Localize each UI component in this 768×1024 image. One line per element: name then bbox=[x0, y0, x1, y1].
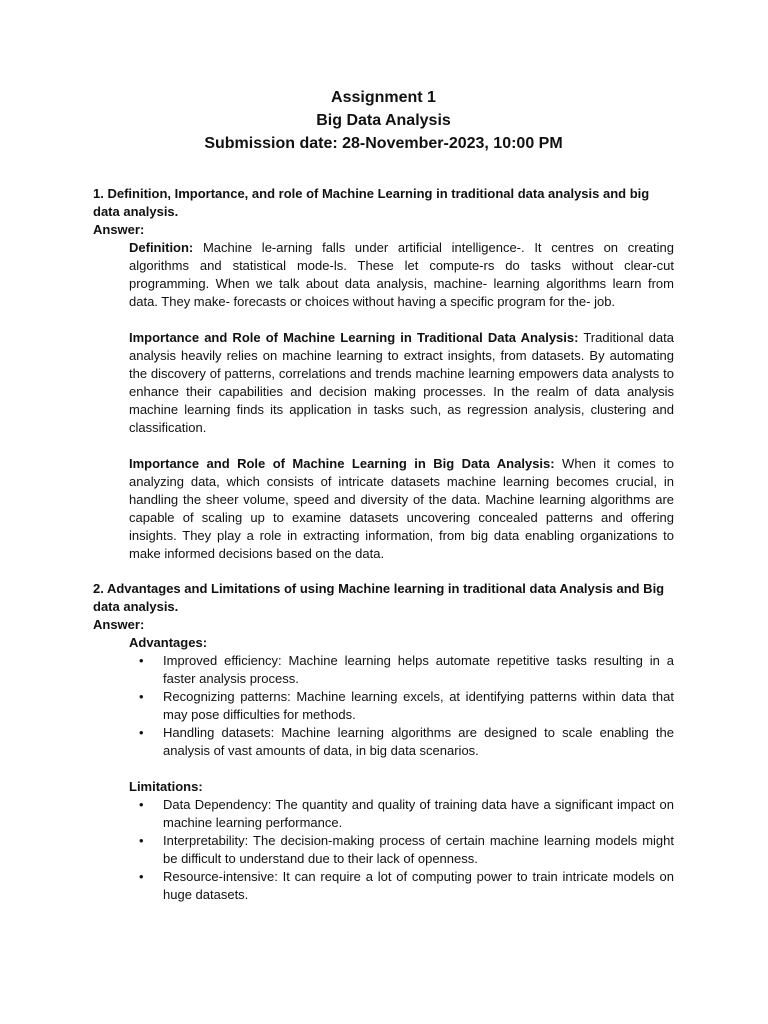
list-item: • Resource-intensive: It can require a lot of computing power to train intricate models on huge datasets. bbox=[139, 869, 674, 902]
bullet-icon: • bbox=[139, 689, 144, 704]
list-item: • Interpretability: The decision-making process of certain machine learning models might be difficult to understand due to their lack of openness. bbox=[139, 833, 674, 866]
assignment-title: Assignment 1 bbox=[331, 89, 436, 106]
question-2: 2. Advantages and Limitations of using Machine learning in traditional data Analysis and Big data analysis. bbox=[93, 581, 665, 614]
definition-paragraph bbox=[129, 239, 674, 311]
list-item: • Recognizing patterns: Machine learning excels, at identifying patterns within data that may pose difficulties for methods. bbox=[139, 689, 674, 722]
advantages-heading: Advantages: bbox=[129, 635, 208, 650]
traditional-role-paragraph bbox=[129, 329, 674, 437]
traditional-role-text: Traditional data analysis heavily relies on machine learning to extract insights, from datasets. By automating the discovery of patterns, correlations and trends machine learning empowers data analysts to enhance their capabilities and decision making processes. In the realm of data analysis machine learning finds its application in tasks such, as regression analysis, clustering and classification. bbox=[129, 330, 674, 435]
list-item: • Data Dependency: The quantity and quality of training data have a significant impact on machine learning performance. bbox=[139, 797, 674, 830]
answer-2-label: Answer: bbox=[93, 617, 145, 632]
bigdata-role-text: When it comes to analyzing data, which consists of intricate datasets machine learning becomes crucial, in handling the sheer volume, speed and diversity of the data. Machine learning algorithms are capable of scaling up to examine datasets uncovering concealed patterns and offering insights. They play a role in extracting information, from big data enabling organizations to make informed decisions based on the data. bbox=[129, 456, 674, 561]
limitations-list bbox=[129, 796, 674, 904]
answer-1-body bbox=[129, 239, 674, 563]
list-item: • Handling datasets: Machine learning algorithms are designed to scale enabling the analysis of vast amounts of data, in big data scenarios. bbox=[139, 725, 674, 758]
submission-date: Submission date: 28-November-2023, 10:00 PM bbox=[204, 135, 563, 152]
bigdata-role-heading: Importance and Role of Machine Learning in Big Data Analysis: bbox=[129, 456, 555, 471]
document-header bbox=[93, 86, 674, 155]
bigdata-role-paragraph bbox=[129, 455, 674, 563]
limitations-heading: Limitations: bbox=[129, 779, 203, 794]
definition-heading: Definition: bbox=[129, 240, 194, 255]
advantages-list bbox=[129, 652, 674, 760]
question-1: 1. Definition, Importance, and role of Machine Learning in traditional data analysis and big data analysis. bbox=[93, 186, 650, 219]
definition-text: Machine le-arning falls under artificial intelligence-. It centres on creating algorithms and statistical mode-ls. These let compute-rs do tasks without clear-cut programming. When we talk about data analysis, machine- learning algorithms learn from data. They make- forecasts or choices without having a specific program for the- job. bbox=[129, 240, 674, 309]
list-item: • Improved efficiency: Machine learning helps automate repetitive tasks resulting in a faster analysis process. bbox=[139, 653, 674, 686]
answer-1-label: Answer: bbox=[93, 222, 145, 237]
bullet-icon: • bbox=[139, 797, 144, 812]
bullet-icon: • bbox=[139, 653, 144, 668]
course-title: Big Data Analysis bbox=[316, 112, 451, 129]
traditional-role-heading: Importance and Role of Machine Learning in Traditional Data Analysis: bbox=[129, 330, 579, 345]
answer-2-body bbox=[129, 634, 674, 904]
bullet-icon: • bbox=[139, 833, 144, 848]
bullet-icon: • bbox=[139, 869, 144, 884]
bullet-icon: • bbox=[139, 725, 144, 740]
